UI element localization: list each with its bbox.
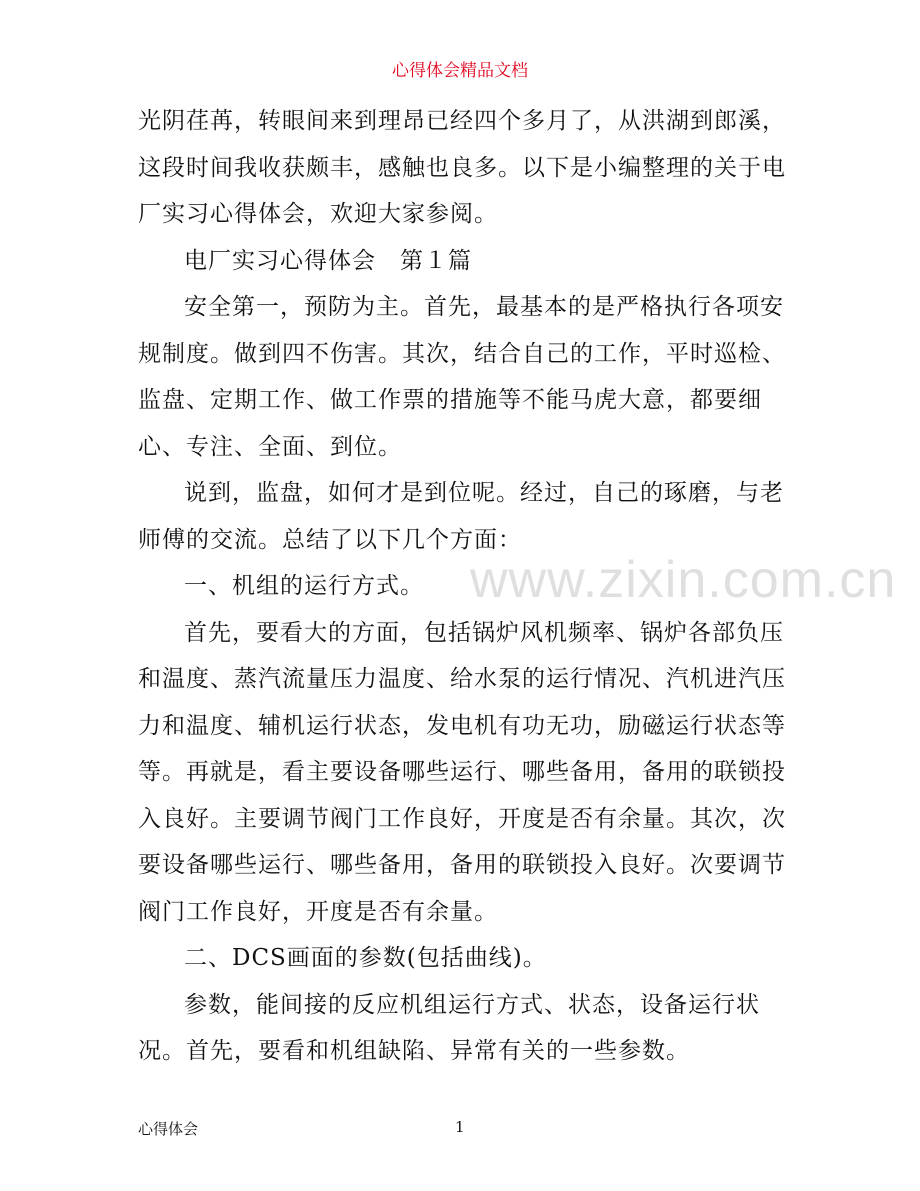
document-body (138, 98, 790, 1075)
section-heading: 电厂实习心得体会 第１篇 (184, 247, 472, 274)
footer-label: 心得体会 (138, 1120, 199, 1138)
paragraph-safety: 安全第一，预防为主。首先，最基本的是严格执行各项安规制度。做到四不伤害。其次，结合自己的工作，平时巡检、监盘、定期工作、做工作票的措施等不能马虎大意，都要细心、专注、全面、到位。 (138, 294, 786, 460)
document-header-title: 心得体会精品文档 (392, 61, 528, 81)
watermark-text: www.zixin.com.cn (470, 551, 897, 609)
paragraph-intro: 光阴荏苒，转眼间来到理昂已经四个多月了，从洪湖到郎溪，这段时间我收获颇丰，感触也良多。以下是小编整理的关于电厂实习心得体会，欢迎大家参阅。 (138, 108, 786, 227)
page-number: 1 (455, 1118, 465, 1136)
subheading-operation-mode: 一、机组的运行方式。 (184, 573, 424, 599)
paragraph-operation-details: 首先，要看大的方面，包括锅炉风机频率、锅炉各部负压和温度、蒸汽流量压力温度、给水泵的运行情况、汽机进汽压力和温度、辅机运行状态，发电机有功无功，励磁运行状态等等。再就是，看主要设备哪些运行、哪些备用，备用的联锁投入良好。主要调节阀门工作良好，开度是否有余量。其次，次要设备哪些运行、哪些备用，备用的联锁投入良好。次要调节阀门工作良好，开度是否有余量。 (138, 619, 786, 925)
paragraph-parameters: 参数，能间接的反应机组运行方式、状态，设备运行状况。首先，要看和机组缺陷、异常有关的一些参数。 (138, 991, 760, 1064)
subheading-dcs-parameters: 二、DCS画面的参数(包括曲线)。 (184, 945, 547, 971)
paragraph-monitoring: 说到，监盘，如何才是到位呢。经过，自己的琢磨，与老师傅的交流。总结了以下几个方面： (138, 480, 784, 553)
